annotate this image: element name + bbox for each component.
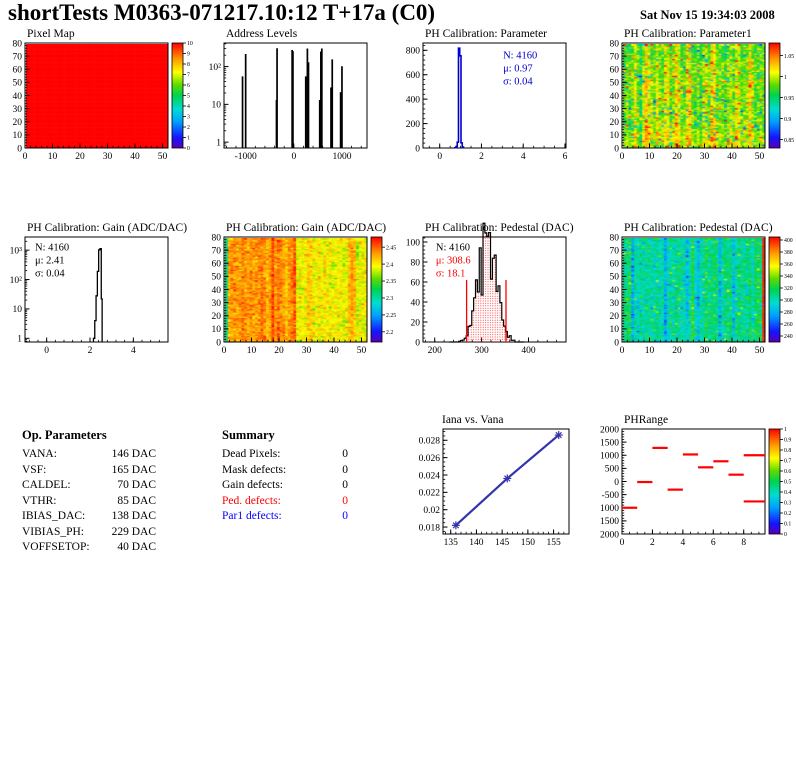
svg-text:4: 4 xyxy=(680,538,686,548)
svg-text:40: 40 xyxy=(329,346,339,356)
panel-iana-vana xyxy=(398,414,597,576)
svg-text:10: 10 xyxy=(187,41,193,48)
svg-text:60: 60 xyxy=(609,65,619,76)
svg-text:50: 50 xyxy=(609,272,619,283)
panel-title-iana-vana: Iana vs. Vana xyxy=(442,414,504,426)
svg-text:50: 50 xyxy=(157,152,168,162)
svg-text:1.05: 1.05 xyxy=(784,53,795,60)
svg-text:N: 4160: N: 4160 xyxy=(435,242,470,254)
svg-text:150: 150 xyxy=(520,538,535,548)
svg-text:0: 0 xyxy=(614,338,619,349)
svg-text:400: 400 xyxy=(405,95,420,106)
svg-text:7: 7 xyxy=(187,72,190,79)
svg-text:135: 135 xyxy=(443,538,458,548)
svg-text:40: 40 xyxy=(727,152,737,162)
panel-gain-map xyxy=(199,222,398,384)
svg-text:40: 40 xyxy=(727,346,737,356)
ph-parameter-plot xyxy=(398,41,597,167)
op-parameter-value: 138 DAC xyxy=(111,510,156,522)
svg-text:10²: 10² xyxy=(9,275,22,286)
svg-text:600: 600 xyxy=(405,71,420,82)
svg-text:3: 3 xyxy=(187,114,190,121)
op-parameter-value: 70 DAC xyxy=(117,479,156,491)
summary-value: 0 xyxy=(342,479,348,491)
svg-text:50: 50 xyxy=(356,346,367,356)
op-parameter-row xyxy=(22,525,156,541)
svg-text:30: 30 xyxy=(699,152,710,162)
svg-text:240: 240 xyxy=(784,334,793,341)
panel-title-address-levels: Address Levels xyxy=(226,28,298,40)
svg-text:50: 50 xyxy=(609,78,619,89)
svg-text:2: 2 xyxy=(87,346,93,356)
panel-pedestal-hist xyxy=(398,222,597,384)
svg-text:0.026: 0.026 xyxy=(418,453,440,464)
svg-text:10: 10 xyxy=(644,152,655,162)
svg-text:50: 50 xyxy=(211,272,221,283)
op-parameter-row xyxy=(22,463,156,479)
op-parameter-row xyxy=(22,447,156,463)
op-parameter-row xyxy=(22,494,156,510)
gain-histogram-plot xyxy=(0,235,199,361)
svg-text:10: 10 xyxy=(211,100,221,111)
panel-title-ph-parameter1: PH Calibration: Parameter1 xyxy=(624,28,752,40)
svg-text:2: 2 xyxy=(479,152,484,162)
svg-text:0.02: 0.02 xyxy=(423,506,440,517)
svg-text:30: 30 xyxy=(609,104,619,115)
svg-text:0: 0 xyxy=(221,346,227,356)
svg-text:μ: 0.97: μ: 0.97 xyxy=(503,63,533,75)
svg-text:70: 70 xyxy=(609,246,619,257)
svg-text:60: 60 xyxy=(609,259,619,270)
report-timestamp: Sat Nov 15 19:34:03 2008 xyxy=(640,8,775,22)
svg-text:0: 0 xyxy=(784,532,787,539)
svg-text:30: 30 xyxy=(699,346,710,356)
svg-text:0.8: 0.8 xyxy=(784,448,792,455)
svg-text:10: 10 xyxy=(609,325,619,336)
summary-value: 0 xyxy=(342,463,348,476)
svg-text:20: 20 xyxy=(211,312,221,323)
op-parameter-value: 40 DAC xyxy=(117,541,156,553)
svg-text:2000: 2000 xyxy=(600,425,619,436)
summary-label: Mask defects: xyxy=(222,463,287,476)
svg-text:200: 200 xyxy=(427,346,442,356)
svg-text:0.7: 0.7 xyxy=(784,458,792,465)
svg-text:30: 30 xyxy=(609,298,619,309)
svg-text:1: 1 xyxy=(784,74,787,81)
summary-row xyxy=(222,478,348,494)
svg-text:2.45: 2.45 xyxy=(386,245,397,252)
svg-text:40: 40 xyxy=(410,298,420,309)
svg-text:80: 80 xyxy=(211,233,221,244)
panel-address-levels xyxy=(199,28,398,190)
svg-text:10: 10 xyxy=(644,346,655,356)
svg-text:0: 0 xyxy=(415,144,420,155)
summary-row xyxy=(222,463,348,479)
svg-text:0.9: 0.9 xyxy=(784,116,792,123)
panel-title-gain-map: PH Calibration: Gain (ADC/DAC) xyxy=(226,222,387,234)
iana-vana-plot xyxy=(398,427,597,553)
svg-text:0.3: 0.3 xyxy=(784,500,792,507)
svg-text:10³: 10³ xyxy=(9,246,22,257)
phrange-plot xyxy=(597,427,796,553)
panel-title-pedestal-map: PH Calibration: Pedestal (DAC) xyxy=(624,222,773,234)
svg-text:80: 80 xyxy=(609,233,619,244)
panel-ph-parameter1 xyxy=(597,28,796,190)
svg-text:0.018: 0.018 xyxy=(418,523,440,534)
svg-text:0: 0 xyxy=(291,152,297,162)
svg-text:80: 80 xyxy=(410,258,420,269)
svg-text:280: 280 xyxy=(784,310,793,317)
svg-text:0.4: 0.4 xyxy=(784,490,792,497)
op-parameter-row xyxy=(22,509,156,525)
svg-text:20: 20 xyxy=(274,346,284,356)
panel-title-pedestal-hist: PH Calibration: Pedestal (DAC) xyxy=(425,222,574,234)
svg-text:140: 140 xyxy=(469,538,484,548)
svg-text:4: 4 xyxy=(130,346,136,356)
svg-text:0.95: 0.95 xyxy=(784,95,795,102)
svg-text:800: 800 xyxy=(405,46,420,57)
op-parameter-value: 229 DAC xyxy=(111,525,156,538)
op-parameter-row xyxy=(22,478,156,494)
summary-value: 0 xyxy=(342,510,348,522)
svg-text:0: 0 xyxy=(619,346,625,356)
op-parameter-value: 85 DAC xyxy=(117,494,156,507)
op-parameter-label: CALDEL: xyxy=(22,479,71,491)
svg-text:40: 40 xyxy=(211,285,221,296)
op-parameter-label: VTHR: xyxy=(22,494,57,507)
svg-text:70: 70 xyxy=(609,52,619,63)
svg-text:1000: 1000 xyxy=(332,152,352,162)
pixel-map-plot xyxy=(0,41,199,167)
svg-text:8: 8 xyxy=(187,62,190,69)
svg-text:145: 145 xyxy=(495,538,510,548)
svg-text:50: 50 xyxy=(754,346,765,356)
svg-text:2: 2 xyxy=(187,125,190,132)
panel-gain-hist xyxy=(0,222,199,384)
op-parameter-label: VANA: xyxy=(22,448,57,460)
svg-text:1: 1 xyxy=(17,334,22,345)
svg-text:30: 30 xyxy=(211,298,221,309)
svg-text:10: 10 xyxy=(211,325,221,336)
svg-text:0.024: 0.024 xyxy=(418,471,440,482)
svg-text:60: 60 xyxy=(12,65,22,76)
svg-text:0: 0 xyxy=(22,152,28,162)
svg-text:0.6: 0.6 xyxy=(784,469,792,476)
summary-row xyxy=(222,509,348,525)
ph-parameter1-heatmap xyxy=(597,41,796,167)
svg-text:20: 20 xyxy=(609,118,619,129)
svg-text:0: 0 xyxy=(614,477,619,488)
op-parameter-value: 165 DAC xyxy=(111,463,156,476)
summary-block xyxy=(222,428,348,525)
op-parameter-value: 146 DAC xyxy=(111,448,156,460)
svg-text:0: 0 xyxy=(437,152,443,162)
panel-title-pixel-map: Pixel Map xyxy=(27,28,75,40)
svg-text:4: 4 xyxy=(520,152,526,162)
svg-text:-500: -500 xyxy=(601,490,619,501)
panel-phrange xyxy=(597,414,796,576)
panel-title-ph-parameter: PH Calibration: Parameter xyxy=(425,28,547,40)
svg-text:2000: 2000 xyxy=(600,530,619,541)
address-levels-plot xyxy=(199,41,398,167)
svg-text:1500: 1500 xyxy=(600,438,619,449)
op-parameters-rows xyxy=(22,447,156,556)
summary-value: 0 xyxy=(342,494,348,507)
svg-text:300: 300 xyxy=(784,298,793,305)
svg-text:70: 70 xyxy=(211,246,221,257)
svg-text:60: 60 xyxy=(211,259,221,270)
svg-text:1: 1 xyxy=(784,427,787,434)
svg-text:0: 0 xyxy=(614,144,619,155)
svg-text:20: 20 xyxy=(75,152,85,162)
op-parameter-label: VOFFSETOP: xyxy=(22,541,90,553)
svg-text:20: 20 xyxy=(12,118,22,129)
svg-text:-1000: -1000 xyxy=(234,152,257,162)
svg-text:μ: 308.6: μ: 308.6 xyxy=(435,255,471,267)
svg-text:σ: 18.1: σ: 18.1 xyxy=(435,268,466,280)
svg-text:40: 40 xyxy=(12,91,22,102)
svg-text:0: 0 xyxy=(17,144,22,155)
svg-text:2.2: 2.2 xyxy=(386,330,394,337)
svg-text:N: 4160: N: 4160 xyxy=(503,50,538,62)
svg-text:0.85: 0.85 xyxy=(784,137,795,144)
svg-text:40: 40 xyxy=(609,91,619,102)
summary-row xyxy=(222,447,348,463)
svg-text:0: 0 xyxy=(415,338,420,349)
op-parameter-label: IBIAS_DAC: xyxy=(22,510,86,522)
panel-pedestal-map xyxy=(597,222,796,384)
svg-text:30: 30 xyxy=(12,104,22,115)
svg-text:320: 320 xyxy=(784,286,793,293)
summary-heading: Summary xyxy=(222,428,275,442)
pedestal-histogram-plot xyxy=(398,235,597,361)
svg-text:2.35: 2.35 xyxy=(386,279,397,286)
svg-text:50: 50 xyxy=(754,152,765,162)
svg-text:6: 6 xyxy=(562,152,568,162)
summary-label: Dead Pixels: xyxy=(222,448,281,460)
svg-text:60: 60 xyxy=(410,278,420,289)
svg-text:40: 40 xyxy=(130,152,140,162)
svg-text:1000: 1000 xyxy=(600,451,619,462)
svg-text:500: 500 xyxy=(604,464,619,475)
svg-text:2.4: 2.4 xyxy=(386,262,394,269)
svg-text:0.9: 0.9 xyxy=(784,437,792,444)
svg-text:2: 2 xyxy=(650,538,655,548)
svg-text:0.5: 0.5 xyxy=(784,479,792,486)
svg-text:20: 20 xyxy=(672,152,682,162)
panel-title-gain-hist: PH Calibration: Gain (ADC/DAC) xyxy=(27,222,188,234)
svg-text:10²: 10² xyxy=(208,62,221,73)
svg-text:6: 6 xyxy=(710,538,716,548)
svg-text:0.022: 0.022 xyxy=(418,488,440,499)
svg-text:0: 0 xyxy=(619,152,625,162)
svg-text:0.028: 0.028 xyxy=(418,436,440,447)
svg-text:μ: 2.41: μ: 2.41 xyxy=(35,255,65,267)
panel-title-phrange: PHRange xyxy=(624,414,669,426)
svg-text:1: 1 xyxy=(187,135,190,142)
svg-text:200: 200 xyxy=(405,119,420,130)
svg-text:20: 20 xyxy=(410,318,420,329)
summary-value: 0 xyxy=(342,448,348,460)
svg-text:380: 380 xyxy=(784,250,793,257)
svg-text:20: 20 xyxy=(672,346,682,356)
svg-text:340: 340 xyxy=(784,274,793,281)
svg-text:N: 4160: N: 4160 xyxy=(35,242,70,254)
svg-text:1500: 1500 xyxy=(600,517,619,528)
op-parameter-row xyxy=(22,540,156,556)
svg-text:30: 30 xyxy=(102,152,113,162)
svg-text:σ: 0.04: σ: 0.04 xyxy=(503,76,533,88)
svg-text:30: 30 xyxy=(301,346,312,356)
svg-text:40: 40 xyxy=(609,285,619,296)
svg-text:4: 4 xyxy=(187,104,190,111)
svg-text:6: 6 xyxy=(187,83,190,90)
svg-text:70: 70 xyxy=(12,52,22,63)
svg-text:0.1: 0.1 xyxy=(784,521,792,528)
svg-text:10: 10 xyxy=(12,131,22,142)
svg-text:10: 10 xyxy=(47,152,58,162)
summary-label: Ped. defects: xyxy=(222,494,281,507)
svg-text:2.25: 2.25 xyxy=(386,313,397,320)
svg-text:8: 8 xyxy=(741,538,747,548)
svg-text:0: 0 xyxy=(44,346,50,356)
svg-text:0.2: 0.2 xyxy=(784,511,792,518)
panel-ph-parameter xyxy=(398,28,597,190)
svg-text:1000: 1000 xyxy=(600,504,619,515)
svg-text:0: 0 xyxy=(216,338,221,349)
op-parameters-heading: Op. Parameters xyxy=(22,428,107,442)
svg-text:0: 0 xyxy=(619,538,625,548)
svg-text:400: 400 xyxy=(521,346,536,356)
svg-text:155: 155 xyxy=(546,538,561,548)
pedestal-heatmap xyxy=(597,235,796,361)
svg-text:σ: 0.04: σ: 0.04 xyxy=(35,268,65,280)
svg-text:400: 400 xyxy=(784,238,793,245)
svg-text:1: 1 xyxy=(216,138,221,149)
svg-text:20: 20 xyxy=(609,312,619,323)
svg-text:300: 300 xyxy=(474,346,489,356)
svg-text:2.3: 2.3 xyxy=(386,296,394,303)
svg-text:10: 10 xyxy=(12,305,22,316)
gain-heatmap xyxy=(199,235,398,361)
svg-text:50: 50 xyxy=(12,78,22,89)
panel-pixel-map xyxy=(0,28,199,190)
summary-row xyxy=(222,494,348,510)
svg-text:80: 80 xyxy=(609,39,619,50)
summary-label: Par1 defects: xyxy=(222,510,282,522)
svg-text:100: 100 xyxy=(405,238,420,249)
op-parameter-label: VSF: xyxy=(22,463,47,476)
svg-text:10: 10 xyxy=(609,131,619,142)
op-parameter-label: VIBIAS_PH: xyxy=(22,525,84,538)
svg-text:0: 0 xyxy=(187,146,190,153)
svg-text:360: 360 xyxy=(784,262,793,269)
summary-rows xyxy=(222,447,348,525)
svg-text:5: 5 xyxy=(187,93,190,100)
svg-text:10: 10 xyxy=(246,346,257,356)
svg-text:80: 80 xyxy=(12,39,22,50)
svg-text:260: 260 xyxy=(784,322,793,329)
svg-text:9: 9 xyxy=(187,51,190,58)
op-parameters-block xyxy=(22,428,156,556)
report-title: shortTests M0363-071217.10:12 T+17a (C0) xyxy=(8,0,436,25)
summary-label: Gain defects: xyxy=(222,479,283,491)
